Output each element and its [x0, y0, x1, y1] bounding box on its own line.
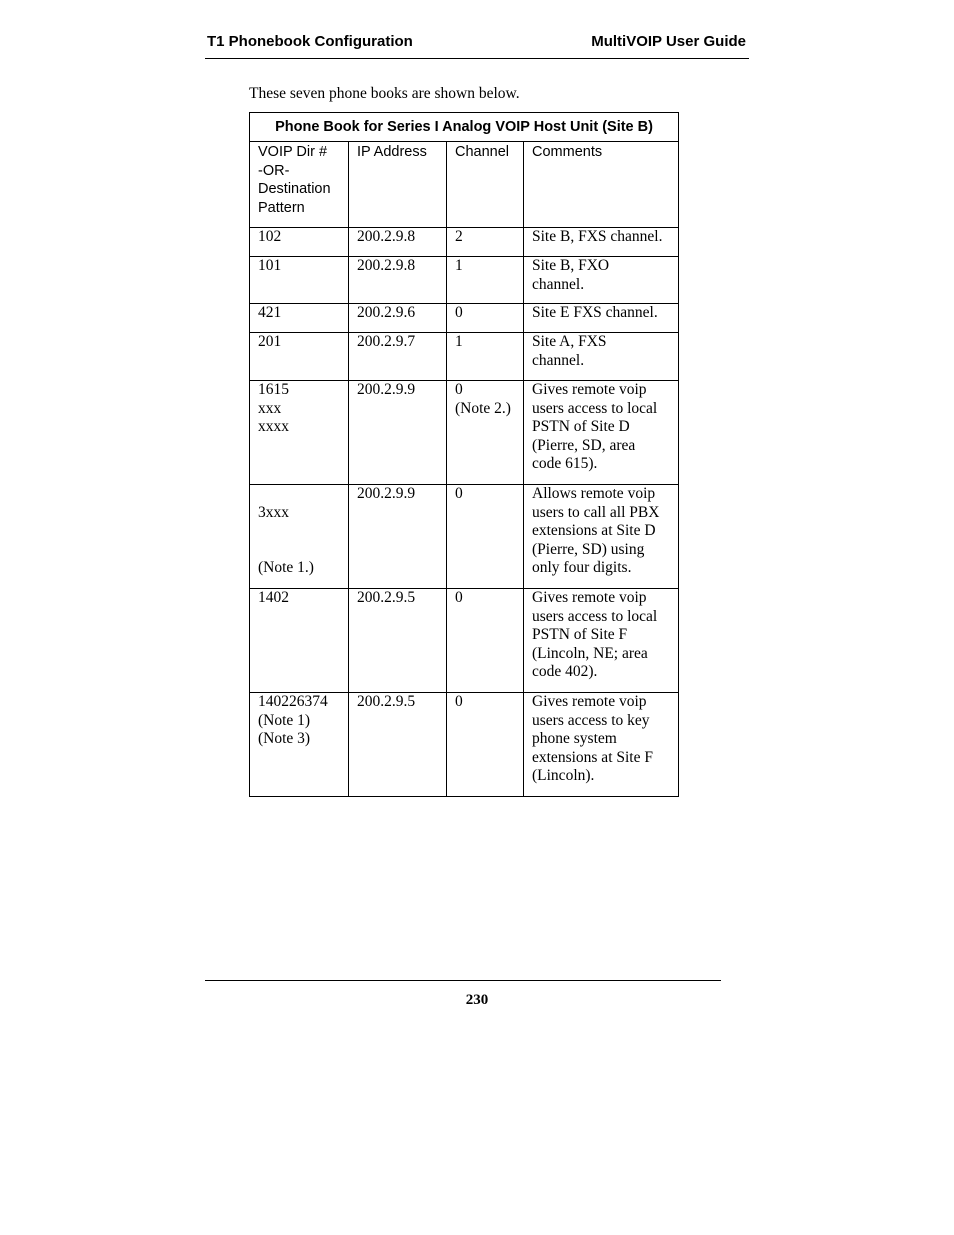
cell-ip: 200.2.9.5 — [349, 589, 447, 693]
table-row — [250, 304, 679, 333]
cell-dir: 421 — [250, 304, 349, 333]
cell-dir: 1402 — [250, 589, 349, 693]
cell-comments: Gives remote voip users access to key phone system extensions at Site F (Lincoln). — [524, 693, 679, 797]
footer-rule — [205, 980, 721, 981]
cell-gap — [258, 522, 342, 541]
cell-ip: 200.2.9.9 — [349, 381, 447, 485]
cell-dir — [250, 485, 349, 589]
cell-channel: 0 — [447, 693, 524, 797]
column-header-comments: Comments — [524, 142, 679, 228]
table-row — [250, 333, 679, 381]
cell-ip: 200.2.9.5 — [349, 693, 447, 797]
header-rule — [205, 58, 749, 59]
table-row — [250, 228, 679, 257]
cell-channel: 1 — [447, 333, 524, 381]
page-number: 230 — [465, 992, 489, 1008]
cell-channel: 0 — [447, 304, 524, 333]
intro-paragraph: These seven phone books are shown below. — [249, 85, 520, 102]
cell-dir: 140226374 (Note 1) (Note 3) — [250, 693, 349, 797]
cell-channel: 2 — [447, 228, 524, 257]
cell-channel: 0 — [447, 485, 524, 589]
cell-comments: Site E FXS channel. — [524, 304, 679, 333]
column-header-channel: Channel — [447, 142, 524, 228]
cell-ip: 200.2.9.7 — [349, 333, 447, 381]
cell-ip: 200.2.9.8 — [349, 228, 447, 257]
phonebook-table — [249, 112, 679, 797]
cell-comments: Gives remote voip users access to local PSTN of Site F (Lincoln, NE; area code 402). — [524, 589, 679, 693]
table-title-row — [250, 113, 679, 142]
cell-ip: 200.2.9.9 — [349, 485, 447, 589]
cell-ip: 200.2.9.6 — [349, 304, 447, 333]
table-title: Phone Book for Series I Analog VOIP Host Unit (Site B) — [250, 113, 679, 142]
table-row — [250, 257, 679, 304]
column-header-row — [250, 142, 679, 228]
cell-channel: 0 — [447, 589, 524, 693]
cell-channel: 0 (Note 2.) — [447, 381, 524, 485]
table-row — [250, 381, 679, 485]
column-header-ip: IP Address — [349, 142, 447, 228]
table-row — [250, 589, 679, 693]
cell-dir: 1615 xxx xxxx — [250, 381, 349, 485]
cell-comments: Gives remote voip users access to local PSTN of Site D (Pierre, SD, area code 615). — [524, 381, 679, 485]
cell-dir-pattern: 3xxx — [258, 503, 289, 521]
cell-dir: 102 — [250, 228, 349, 257]
cell-ip: 200.2.9.8 — [349, 257, 447, 304]
cell-dir-note: (Note 1.) — [258, 559, 314, 577]
cell-dir: 201 — [250, 333, 349, 381]
cell-dir: 101 — [250, 257, 349, 304]
cell-comments: Site A, FXS channel. — [524, 333, 679, 381]
cell-comments: Site B, FXO channel. — [524, 257, 679, 304]
cell-channel: 1 — [447, 257, 524, 304]
running-header-section: T1 Phonebook Configuration — [207, 33, 413, 50]
table-row — [250, 485, 679, 589]
table-row — [250, 693, 679, 797]
cell-comments: Site B, FXS channel. — [524, 228, 679, 257]
running-header-guide: MultiVOIP User Guide — [591, 33, 746, 50]
column-header-dir: VOIP Dir # -OR- Destination Pattern — [250, 142, 349, 228]
cell-comments: Allows remote voip users to call all PBX extensions at Site D (Pierre, SD) using only four digits. — [524, 485, 679, 589]
